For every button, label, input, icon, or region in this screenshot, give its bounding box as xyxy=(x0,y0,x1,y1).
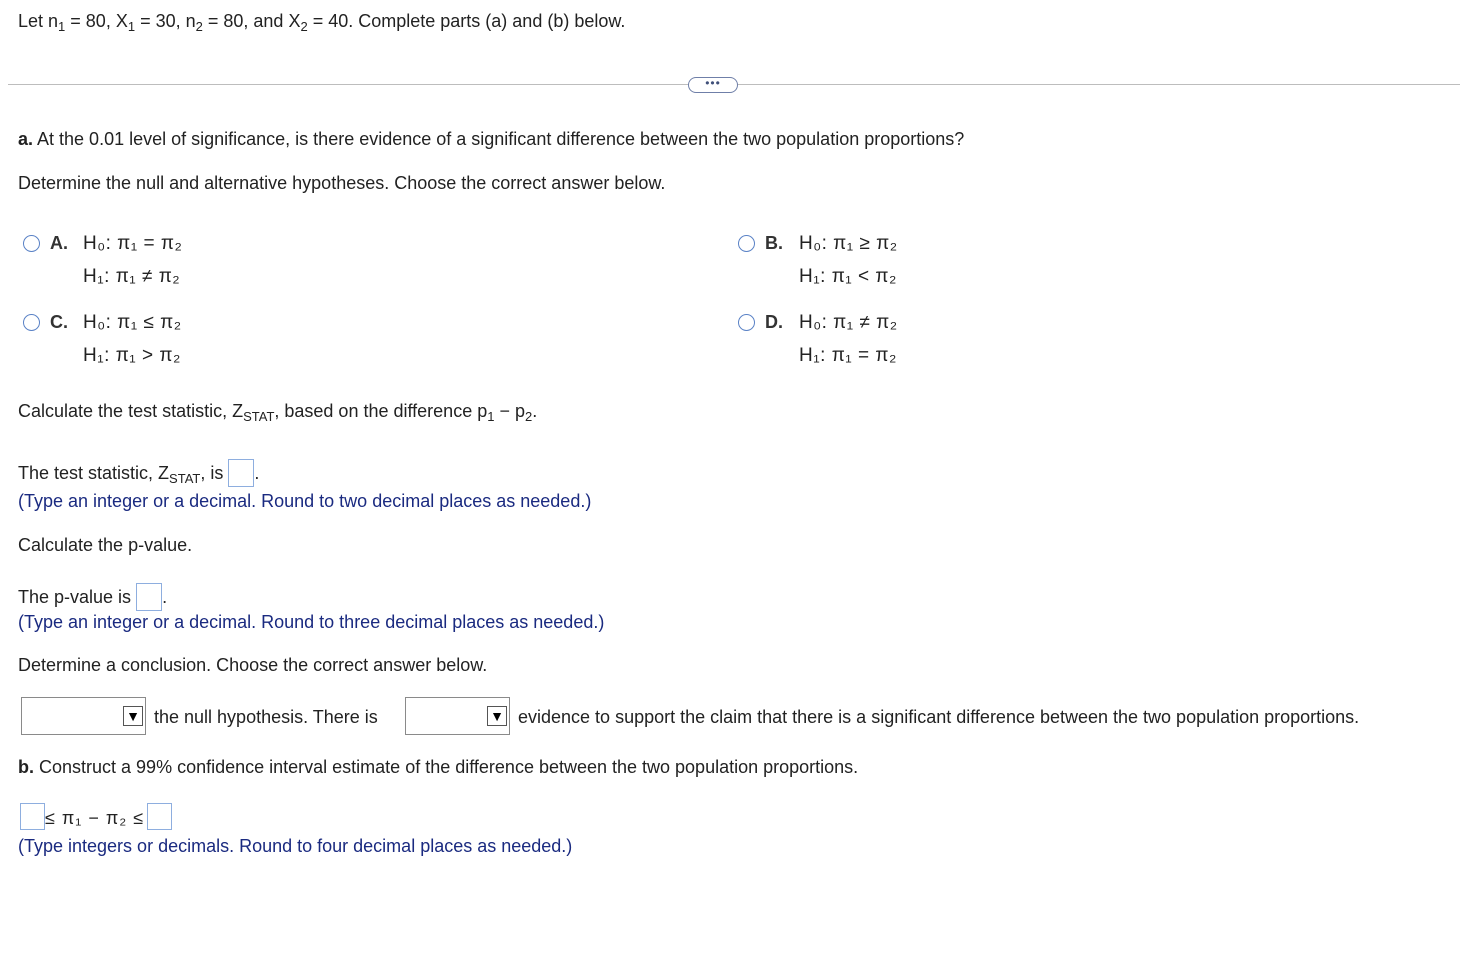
test-stat-hint: (Type an integer or a decimal. Round to two decimal places as needed.) xyxy=(18,491,592,511)
ci-upper-input[interactable] xyxy=(147,803,172,830)
ci-hint: (Type integers or decimals. Round to four decimal places as needed.) xyxy=(18,836,573,856)
test-stat-input[interactable] xyxy=(228,459,254,487)
option-a-radio[interactable] xyxy=(23,235,40,252)
calc-test-stat-instruction: Calculate the test statistic, $Z_{STAT}$, based on the difference $p_1 - p_2$. xyxy=(18,401,538,424)
ci-lower-input[interactable] xyxy=(20,803,45,830)
option-a-h0: H₀: π₁ = π₂ xyxy=(83,233,183,254)
option-b-h0: H₀: π₁ ≥ π₂ xyxy=(799,233,898,254)
test-stat-line: The test statistic, $Z_{STAT}$, is . xyxy=(18,459,259,487)
confidence-interval-line xyxy=(20,803,172,830)
option-c-radio[interactable] xyxy=(23,314,40,331)
ci-expression: ≤ π₁ − π₂ ≤ xyxy=(45,808,145,828)
option-d-radio[interactable] xyxy=(738,314,755,331)
option-b-radio[interactable] xyxy=(738,235,755,252)
option-d-h1: H₁: π₁ = π₂ xyxy=(799,345,897,366)
chevron-down-icon: ▼ xyxy=(487,706,507,726)
conclusion-instruction: Determine a conclusion. Choose the correct answer below. xyxy=(18,655,488,675)
part-b-question: b. Construct a 99% confidence interval estimate of the difference between the two population proportions. xyxy=(18,757,859,777)
option-d-h0: H₀: π₁ ≠ π₂ xyxy=(799,312,898,333)
conclusion-middle-text: the null hypothesis. There is xyxy=(154,707,378,727)
part-a-question: a. At the 0.01 level of significance, is there evidence of a significant difference between the two population proportions? xyxy=(18,129,965,149)
more-button[interactable]: ••• xyxy=(688,77,738,93)
chevron-down-icon: ▼ xyxy=(123,706,143,726)
option-c-letter: C. xyxy=(50,312,68,332)
hypotheses-instruction: Determine the null and alternative hypotheses. Choose the correct answer below. xyxy=(18,173,666,193)
pvalue-input[interactable] xyxy=(136,583,162,611)
option-d-letter: D. xyxy=(765,312,783,332)
problem-statement: Let $n_1 = 80$, $X_1 = 30$, $n_2 = 80$, and $X_2 = 40$. Complete parts (a) and (b) below. xyxy=(18,11,626,34)
pvalue-line: The p-value is . xyxy=(18,583,167,611)
option-b-letter: B. xyxy=(765,233,783,253)
conclusion-end-text: evidence to support the claim that there is a significant difference between the two population proportions. xyxy=(518,707,1360,727)
conclusion-evidence-select[interactable] xyxy=(405,697,510,735)
option-c-h1: H₁: π₁ > π₂ xyxy=(83,345,181,366)
option-a-letter: A. xyxy=(50,233,68,253)
option-a-h1: H₁: π₁ ≠ π₂ xyxy=(83,266,181,287)
option-c-h0: H₀: π₁ ≤ π₂ xyxy=(83,312,182,333)
calc-pvalue-instruction: Calculate the p-value. xyxy=(18,535,193,555)
pvalue-hint: (Type an integer or a decimal. Round to three decimal places as needed.) xyxy=(18,612,605,632)
option-b-h1: H₁: π₁ < π₂ xyxy=(799,266,897,287)
conclusion-decision-select[interactable] xyxy=(21,697,146,735)
